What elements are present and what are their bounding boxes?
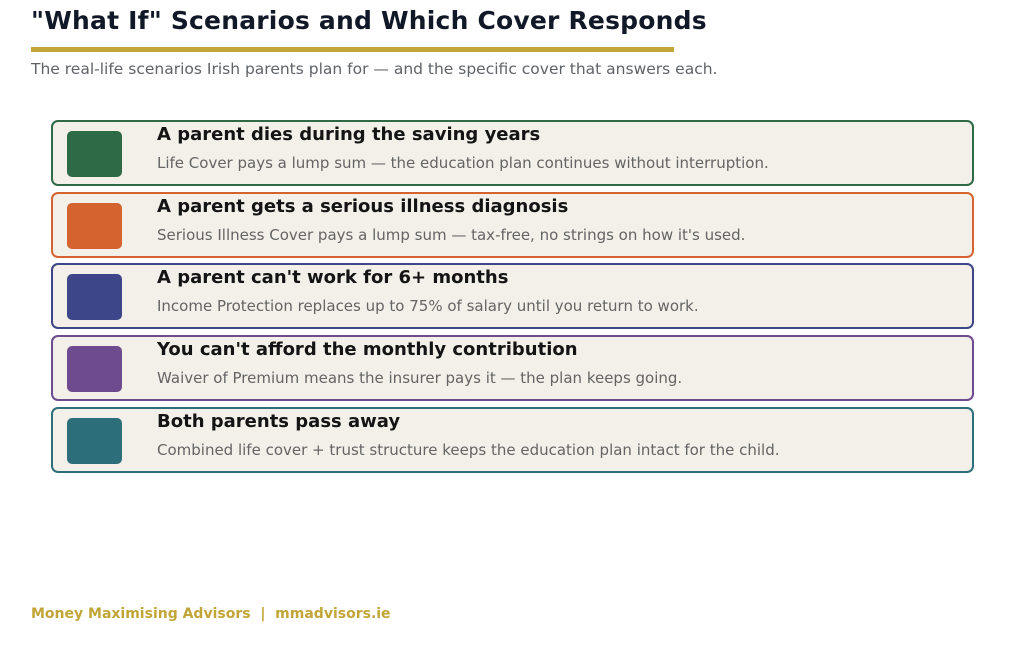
- page-title: "What If" Scenarios and Which Cover Responds: [31, 6, 707, 35]
- title-underline: [31, 47, 674, 52]
- scenario-description: Income Protection replaces up to 75% of salary until you return to work.: [157, 297, 699, 315]
- footer-brand: Money Maximising Advisors | mmadvisors.ie: [31, 606, 391, 622]
- scenario-card-cant-afford: [51, 335, 974, 401]
- scenario-description: Waiver of Premium means the insurer pays it — the plan keeps going.: [157, 369, 683, 387]
- scenario-card-both-parents: [51, 407, 974, 473]
- scenario-title: Both parents pass away: [157, 411, 401, 432]
- scenario-card-cant-work: [51, 263, 974, 329]
- scenario-color-swatch: [67, 274, 122, 320]
- page-subtitle: The real-life scenarios Irish parents plan for — and the specific cover that answers each.: [31, 60, 718, 78]
- scenario-title: A parent dies during the saving years: [157, 124, 541, 145]
- scenario-card-serious-illness: [51, 192, 974, 258]
- scenario-color-swatch: [67, 203, 122, 249]
- scenario-title: A parent gets a serious illness diagnosis: [157, 196, 569, 217]
- scenario-color-swatch: [67, 346, 122, 392]
- scenario-description: Life Cover pays a lump sum — the education plan continues without interruption.: [157, 154, 769, 172]
- scenario-title: A parent can't work for 6+ months: [157, 267, 509, 288]
- scenario-color-swatch: [67, 131, 122, 177]
- scenario-title: You can't afford the monthly contribution: [157, 339, 578, 360]
- scenario-description: Serious Illness Cover pays a lump sum — tax-free, no strings on how it's used.: [157, 226, 746, 244]
- scenario-color-swatch: [67, 418, 122, 464]
- scenario-card-parent-dies: [51, 120, 974, 186]
- scenario-description: Combined life cover + trust structure keeps the education plan intact for the child.: [157, 441, 780, 459]
